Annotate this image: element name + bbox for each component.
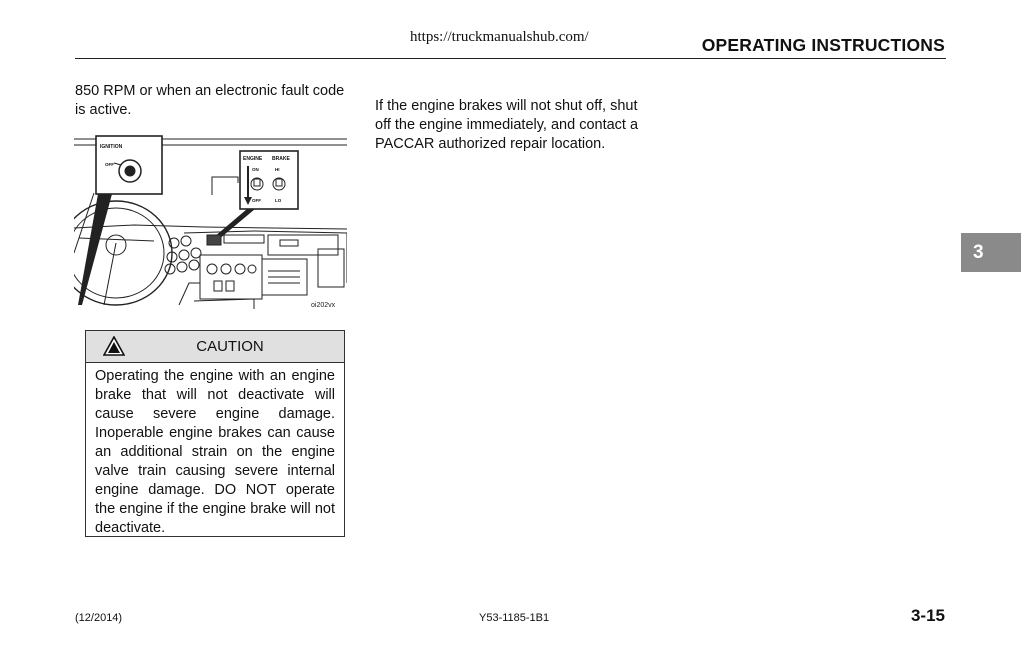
caution-box: [85, 330, 345, 537]
switch-hi-label: HI: [275, 167, 280, 172]
engine-brake-switch-illustration: [74, 133, 347, 313]
section-title: OPERATING INSTRUCTIONS: [701, 35, 945, 55]
footer-date: (12/2014): [75, 612, 123, 624]
engine-header-label: ENGINE: [243, 156, 263, 162]
footer-doc-number: Y53-1185-1B1: [479, 612, 550, 624]
right-paragraph: If the engine brakes will not shut off, shut off the engine immediately, and contact a PACCAR authorized repair location.: [375, 98, 639, 152]
switch-off-label: OFF: [252, 198, 261, 203]
ignition-label: IGNITION: [100, 144, 123, 150]
caution-header: [86, 331, 344, 363]
switch-on-label: ON: [252, 167, 259, 172]
page-number: 3-15: [910, 606, 945, 625]
figure-id: oi202vx: [311, 302, 336, 309]
brake-header-label: BRAKE: [272, 156, 290, 162]
caution-label: CAUTION: [196, 338, 264, 355]
source-url[interactable]: https://truckmanualshub.com/: [410, 29, 589, 45]
header-divider: [75, 58, 946, 59]
section-tab: 3: [961, 233, 1021, 272]
switch-lo-label: LO: [275, 198, 282, 203]
left-column-text: [75, 82, 345, 120]
caution-text: Operating the engine with an engine brake that will not deactivate will cause severe engine damage. Inoperable engine brakes can cause an additional strain on the engine valve train causing severe internal engine damage. DO NOT operate the engine if the engine brake will not deactivate.: [95, 368, 335, 536]
ignition-off-label: OFF: [105, 162, 114, 167]
right-column-text: [375, 97, 645, 154]
continued-paragraph: 850 RPM or when an electronic fault code is active.: [75, 83, 345, 118]
